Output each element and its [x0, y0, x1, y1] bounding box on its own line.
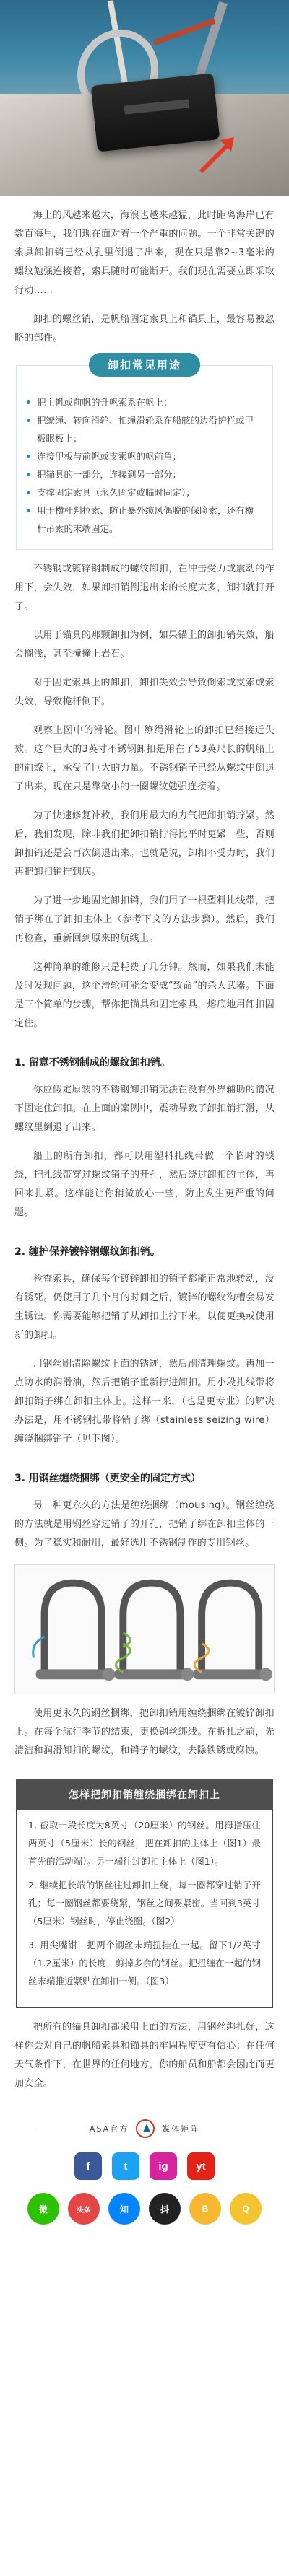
toutiao-icon[interactable]: 头条: [68, 2193, 100, 2225]
section-paragraph: 你应假定原装的不锈钢卸扣销无法在没有外界辅助的情况下固定住卸扣。在上面的案例中，震动导致了卸扣销打滑，从螺纹里倒退了出来。: [14, 1085, 275, 1133]
social-row-2: [14, 2193, 275, 2225]
bullet-icon: [27, 419, 30, 422]
body-section: [0, 560, 289, 1033]
section-heading: 1. 留意不锈钢制成的螺纹卸扣销。: [14, 1057, 171, 1069]
steps-box: [16, 1779, 273, 2008]
brand-left-text: ASA官方: [89, 2124, 129, 2134]
social-row-1: [14, 2152, 275, 2180]
closing-paragraph: 把所有的锚具卸扣都采用上面的方法，用钢丝绑扎好，这样你会对自己的帆船索具和锚具的牢固程度更有信心；在任何天气条件下，在世界的任何地方，你的船员和船都会因此而更加安全。: [14, 2022, 275, 2089]
brand-right-text: 媒体矩阵: [162, 2124, 200, 2134]
instagram-icon[interactable]: ig: [150, 2152, 177, 2180]
body-paragraph: 以用于锚具的那颗卸扣为例，如果锚上的卸扣销失效，船会搁浅，甚至撞撞上岩石。: [14, 630, 275, 660]
section-paragraph: 另一种更永久的方法是缠绕捆绑（mousing）。钢丝缠绕的方法就是用钢丝穿过销子的开孔，把销子绑在卸扣主体的一侧。为了稳实和耐用，最好选用不锈钢制作的专用钢丝。: [14, 1500, 275, 1548]
steps-title: 怎样把卸扣销缠绕捆绑在卸扣上: [16, 1779, 273, 1810]
step-item: 1. 截取一段长度为8英寸（20厘米）的钢丝。用拇指压住两英寸（5厘米）长的钢丝，把在卸扣的主体上（图1）最首先的活动端）。另一端往过卸扣主体上（图1）。: [28, 1820, 261, 1867]
list-item: 把主帆或前帆的升帆索系在帆上；: [27, 393, 262, 411]
intro-paragraph: 卸扣的螺丝销，是帆船固定索具上和锚具上，最容易被忽略的部件。: [14, 314, 275, 343]
facebook-icon[interactable]: f: [74, 2152, 102, 2180]
after-diagram-section: [0, 1704, 289, 1761]
shackle-step3-icon: [193, 1583, 272, 1681]
bullet-icon: [27, 491, 30, 494]
wechat-icon[interactable]: 微: [27, 2193, 59, 2225]
qq-icon[interactable]: Q: [230, 2193, 262, 2225]
shackle-step1-icon: [33, 1583, 116, 1681]
body-paragraph: 这种简单的维修只是耗费了几分钟。然而，如果我们未能及时发现问题，这个滑轮可能会变成“致命”的杀人武器。下面是三个简单的步骤，帮你把锚具和固定索具，熔底地用卸扣固定住。: [14, 962, 275, 1029]
body-paragraph: 为了进一步地固定卸扣销，我们用了一根塑料扎线带，把销子绑在了卸扣主体上（参考下文的方法步骤）。然后，我们再检查，重新回到原来的航线上。: [14, 895, 275, 944]
closing-section: [0, 2018, 289, 2093]
uses-title: 卸扣常见用途: [89, 353, 200, 377]
intro-paragraph: 海上的风越来越大，海浪也越来越猛，此时距离海岸已有数百海里，我们现在面对着一个严重的问题。一个非常关键的索具卸扣销已经从孔里倒退了出来，现在只是靠2~3毫米的螺纹勉强连接着，索具随时可能断开。我们现在需要立即采取行动……: [14, 210, 275, 296]
twitter-icon[interactable]: t: [112, 2152, 139, 2180]
intro-section: [0, 206, 289, 348]
uses-box: [16, 359, 273, 550]
step-item: 3. 用尖嘴钳，把两个钢丝末端扭挂在一起。留下1/2英寸（1.2厘米）的长度，剪掉多余的钢丝。把扭缠在一起的钢丝末端推近紧贴在卸扣一侧。（图3）: [28, 1940, 261, 1986]
bullet-icon: [27, 509, 30, 512]
asa-logo-icon: [136, 2119, 155, 2138]
brand-row: [14, 2119, 275, 2138]
body-paragraph: 对于固定索具上的卸扣，卸扣失效会导致倒索或支索或索失效，导致桅杆倒下。: [14, 678, 275, 707]
section-paragraph: 船上的所有卸扣，都可以用塑料扎线带做一个临时的锁绕，把扎线带穿过螺纹销子的开孔，然后绕过卸扣的主体，再回来扎紧。这样能让你稍微放心一些，防止发生更严重的问题。: [14, 1151, 275, 1218]
section-paragraph: 用钢丝刷清除螺纹上面的锈迹，然后刷清理螺纹。再加一点防水的润滑油，然后把销子重新拧进卸扣。用小段扎线带将卸扣销子绑在卸扣主体上。这样一来，（也是更专业）的解决办法是，用不锈钢扎带将销子绑（stainless seizing wire）缠绕捆绑销子（见下图）。: [14, 1359, 275, 1445]
douyin-icon[interactable]: 抖: [149, 2193, 181, 2225]
after-diagram-paragraph: 使用更永久的钢丝捆绑，把卸扣销用缠绕捆绑在镀锌卸扣上。在每个航行季节的结束，更换钢丝绑线。在拆扎之前，先清洁和润滑卸扣的螺纹，和销子的螺纹，去除铁锈或腐蚀。: [14, 1708, 275, 1756]
shackle-diagram-icon: [15, 1565, 274, 1694]
body-paragraph: 观察上图中的滑轮。图中缭绳滑轮上的卸扣已经接近失效。这个巨大的3英寸不锈钢卸扣是用在了53英尺长的帆船上的前缭上，承受了巨大的力量。不锈钢销子已经从螺纹中倒退了出来，现在只是靠微小的一圈螺纹勉强连接着。: [14, 725, 275, 792]
shackle-step2-icon: [114, 1583, 194, 1681]
bilibili-icon[interactable]: B: [189, 2193, 221, 2225]
list-item: 支撑固定索具（永久固定或临时固定）；: [27, 483, 262, 501]
section-1: [0, 1055, 289, 1222]
list-item: 连接甲板与前帆或支索帆的帆前角；: [27, 447, 262, 465]
footer: [0, 2119, 289, 2225]
shackle-mousing-diagram: [14, 1564, 275, 1694]
body-paragraph: 不锈钢或镀锌钢制成的螺纹卸扣，在冲击受力或震动的作用下，会失效，如果卸扣销倒退出来的长度太多，卸扣就打开了。: [14, 564, 275, 612]
section-2: [0, 1244, 289, 1449]
list-item: 把锚具的一部分，连接到另一部分；: [27, 465, 262, 483]
section-paragraph: 检查索具，确保每个镀锌卸扣的销子都能正常地转动，没有锈死。仍使用了几个月的时间之后，镀锌的螺纹沟槽会易发生锈蚀。你需要能够把销子从卸扣上拧下来，以便更换或使用新的卸扣。: [14, 1274, 275, 1341]
bullet-icon: [27, 473, 30, 476]
section-3: [0, 1471, 289, 1553]
section-heading: 3. 用钢丝缠绕捆绑（更安全的固定方式）: [14, 1473, 201, 1484]
step-item: 2. 继续把长端的钢丝往过卸扣上绕，每一圈都穿过销子开孔；每一圈钢丝都要绕紧，钢丝之间要紧密。当回到3英寸（5厘米）钢丝时，停止绕圈。（图2）: [28, 1880, 261, 1927]
list-item: 用于横杆判拉索、防止暴外缆风偶脱的保险索，还有横杆吊索的末端固定。: [27, 501, 262, 538]
uses-list: [27, 393, 262, 538]
section-heading: 2. 缠护保养镀锌钢螺纹卸扣销。: [14, 1246, 160, 1258]
body-paragraph: 为了快速修复补救，我们用最大的力气把卸扣销拧紧。然后，我们发现，除非我们把卸扣销拧得比平时更紧一些，否则卸扣销还是会再次倒退出来。也就是说，卸扣不受力时，我们再把卸扣销拧到底。: [14, 810, 275, 877]
bullet-icon: [27, 455, 30, 458]
red-arrow-icon: [194, 127, 244, 178]
list-item: 把缭绳、转向滑轮、扣绳滑轮系在船舷的边沿护栏或甲板眼板上；: [27, 411, 262, 447]
bullet-icon: [27, 400, 30, 404]
zhihu-icon[interactable]: 知: [108, 2193, 140, 2225]
youtube-icon[interactable]: yt: [187, 2152, 215, 2180]
hero-photo: [0, 0, 289, 196]
